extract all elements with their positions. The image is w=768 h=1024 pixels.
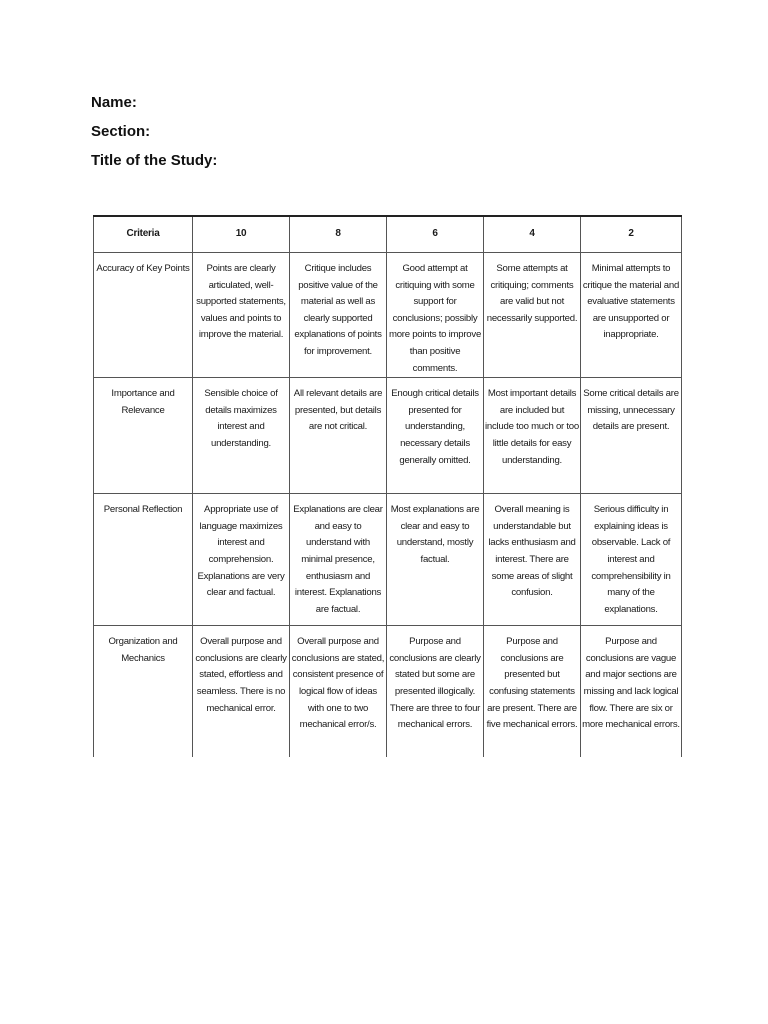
rubric-cell: Overall purpose and conclusions are clearly stated, effortless and seamless. There is no mechanical error. <box>193 626 290 758</box>
criteria-cell: Organization and Mechanics <box>94 626 193 758</box>
rubric-cell: Most explanations are clear and easy to understand, mostly factual. <box>387 494 484 626</box>
name-label: Name: <box>91 94 137 111</box>
rubric-cell: Enough critical details presented for understanding, necessary details generally omitted. <box>387 378 484 494</box>
rubric-table <box>93 215 682 757</box>
rubric-cell: Purpose and conclusions are clearly stated but some are presented illogically. There are three to four mechanical errors. <box>387 626 484 758</box>
study-title-label: Title of the Study: <box>91 152 218 169</box>
table-row <box>94 378 682 494</box>
header-score-2: 2 <box>581 216 682 253</box>
criteria-cell: Accuracy of Key Points <box>94 253 193 378</box>
table-row <box>94 494 682 626</box>
header-fields <box>91 92 217 179</box>
rubric-cell: Most important details are included but include too much or too little details for easy understanding. <box>484 378 581 494</box>
header-score-8: 8 <box>290 216 387 253</box>
rubric-cell: Minimal attempts to critique the material and evaluative statements are unsupported or inappropriate. <box>581 253 682 378</box>
rubric-cell: Serious difficulty in explaining ideas is observable. Lack of interest and comprehensibility in many of the explanations. <box>581 494 682 626</box>
rubric-cell: Explanations are clear and easy to understand with minimal presence, enthusiasm and interest. Explanations are factual. <box>290 494 387 626</box>
header-criteria: Criteria <box>94 216 193 253</box>
rubric-cell: Some attempts at critiquing; comments are valid but not necessarily supported. <box>484 253 581 378</box>
header-score-4: 4 <box>484 216 581 253</box>
rubric-cell: Some critical details are missing, unnecessary details are present. <box>581 378 682 494</box>
header-score-6: 6 <box>387 216 484 253</box>
header-score-10: 10 <box>193 216 290 253</box>
rubric-cell: Good attempt at critiquing with some support for conclusions; possibly more points to improve than positive comments. <box>387 253 484 378</box>
criteria-cell: Personal Reflection <box>94 494 193 626</box>
rubric-cell: Points are clearly articulated, well-supported statements, values and points to improve the material. <box>193 253 290 378</box>
rubric-cell: Overall meaning is understandable but lacks enthusiasm and interest. There are some areas of slight confusion. <box>484 494 581 626</box>
rubric-cell: Appropriate use of language maximizes interest and comprehension. Explanations are very clear and factual. <box>193 494 290 626</box>
rubric-cell: Purpose and conclusions are presented but confusing statements are present. There are five mechanical errors. <box>484 626 581 758</box>
rubric-cell: Purpose and conclusions are vague and major sections are missing and lack logical flow. There are six or more mechanical errors. <box>581 626 682 758</box>
rubric-cell: All relevant details are presented, but details are not critical. <box>290 378 387 494</box>
table-row <box>94 253 682 378</box>
rubric-header-row <box>94 216 682 253</box>
rubric-cell: Overall purpose and conclusions are stated, consistent presence of logical flow of ideas with one to two mechanical error/s. <box>290 626 387 758</box>
rubric-cell: Critique includes positive value of the material as well as clearly supported explanations of points for improvement. <box>290 253 387 378</box>
criteria-cell: Importance and Relevance <box>94 378 193 494</box>
section-label: Section: <box>91 123 151 140</box>
rubric-cell: Sensible choice of details maximizes interest and understanding. <box>193 378 290 494</box>
table-row <box>94 626 682 758</box>
